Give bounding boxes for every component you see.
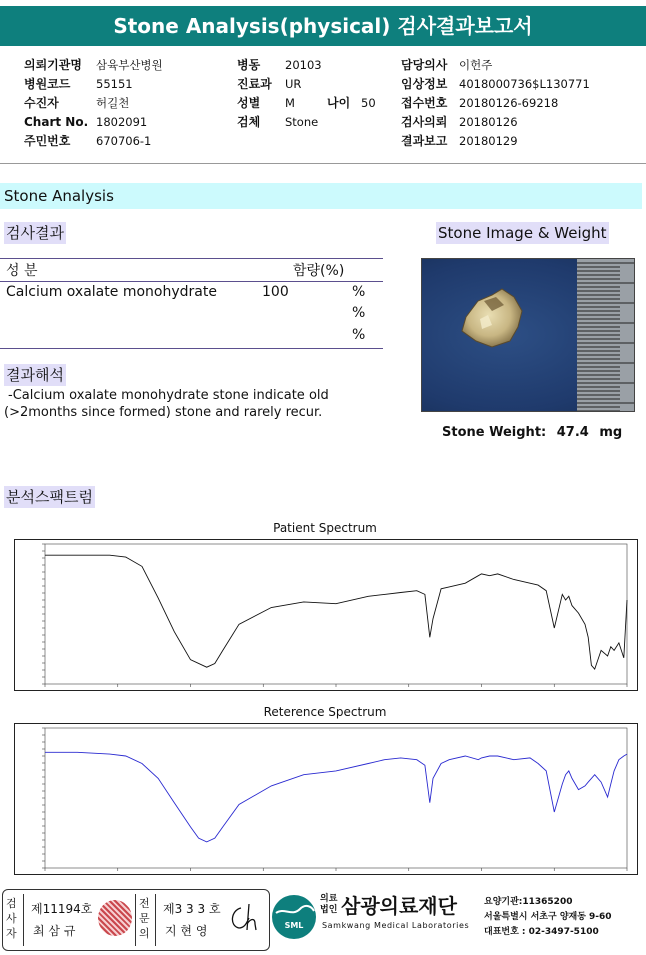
specialist-divider-left bbox=[135, 894, 136, 946]
patient-spectrum-svg bbox=[15, 540, 637, 690]
label-institution: 의뢰기관명 bbox=[24, 58, 82, 72]
logo-text: SML bbox=[284, 921, 304, 930]
signature-graphic bbox=[225, 900, 265, 936]
value-resident-no: 670706-1 bbox=[96, 134, 152, 148]
label-department: 진료과 bbox=[237, 77, 272, 91]
examiner-number: 제11194호 bbox=[31, 902, 93, 916]
patient-info-col1 bbox=[24, 54, 163, 149]
value-clinical-info: 4018000736$L130771 bbox=[459, 77, 590, 91]
value-sex: M bbox=[285, 96, 295, 110]
weight-unit: mg bbox=[599, 425, 623, 440]
org-prefix: 의료법인 bbox=[320, 894, 338, 915]
org-english: Samkwang Medical Laboratories bbox=[322, 921, 470, 930]
table-row-amount: 100 bbox=[262, 284, 289, 300]
report-title: Stone Analysis(physical) 검사결과보고서 bbox=[0, 6, 646, 46]
specialist-number: 제3 3 3 호 bbox=[163, 902, 221, 916]
reference-spectrum-svg bbox=[15, 724, 637, 874]
section-result-heading: 검사결과 bbox=[6, 224, 64, 242]
value-department: UR bbox=[285, 77, 302, 91]
specialist-vertical-label: 전문의 bbox=[139, 897, 150, 940]
value-report-date: 20180129 bbox=[459, 134, 518, 148]
specialist-name: 지 현 영 bbox=[165, 924, 208, 938]
label-report-date: 결과보고 bbox=[401, 134, 448, 148]
label-age: 나이 bbox=[327, 96, 351, 110]
label-request-date: 검사의뢰 bbox=[401, 115, 448, 129]
table-bottom-rule bbox=[0, 348, 383, 349]
org-code: 요양기관:11365200 bbox=[484, 897, 573, 907]
value-institution: 삼육부산병원 bbox=[96, 58, 163, 72]
value-hospital-code: 55151 bbox=[96, 77, 133, 91]
label-specimen: 검체 bbox=[237, 115, 261, 129]
label-ward: 병동 bbox=[237, 58, 261, 72]
col-header-component: 성 분 bbox=[6, 263, 38, 279]
label-patient: 수진자 bbox=[24, 96, 59, 110]
org-phone: 대표번호 : 02-3497-5100 bbox=[484, 927, 599, 937]
value-doctor: 이헌주 bbox=[459, 58, 493, 72]
examiner-vertical-label: 검사자 bbox=[6, 897, 17, 940]
section-spectrum-heading: 분석스팩트럼 bbox=[6, 488, 93, 506]
patient-spectrum-chart bbox=[14, 539, 638, 691]
stone-weight bbox=[442, 425, 622, 440]
section-interpretation-heading: 결과해석 bbox=[6, 366, 64, 384]
table-header-rule bbox=[0, 281, 383, 282]
weight-value: 47.4 bbox=[556, 425, 589, 440]
plot-frame bbox=[45, 544, 627, 684]
table-top-rule bbox=[0, 258, 383, 259]
value-receipt-no: 20180126-69218 bbox=[459, 96, 559, 110]
label-clinical-info: 임상정보 bbox=[401, 77, 448, 91]
col-header-amount: 함량(%) bbox=[293, 263, 345, 279]
weight-label: Stone Weight: bbox=[442, 425, 547, 440]
section-image-heading: Stone Image & Weight bbox=[438, 224, 607, 242]
header-divider bbox=[0, 163, 646, 164]
patient-info-col2 bbox=[237, 54, 376, 130]
value-specimen: Stone bbox=[285, 115, 319, 129]
patient-spectrum-title: Patient Spectrum bbox=[273, 521, 377, 535]
label-sex: 성별 bbox=[237, 96, 261, 110]
interpretation-text-1: -Calcium oxalate monohydrate stone indicate old bbox=[8, 388, 329, 403]
examiner-name: 최 삼 규 bbox=[33, 924, 76, 938]
label-receipt-no: 접수번호 bbox=[401, 96, 448, 110]
table-row-unit: % bbox=[352, 284, 366, 300]
reference-spectrum-chart bbox=[14, 723, 638, 875]
label-chart-no: Chart No. bbox=[24, 115, 89, 129]
specialist-divider bbox=[155, 894, 156, 946]
value-request-date: 20180126 bbox=[459, 115, 518, 129]
signature-box bbox=[2, 889, 270, 951]
org-name: 삼광의료재단 bbox=[341, 894, 457, 918]
label-doctor: 담당의사 bbox=[401, 58, 448, 72]
spectrum-line bbox=[45, 555, 627, 669]
examiner-divider bbox=[23, 894, 24, 946]
seal-stamp-icon bbox=[98, 900, 132, 936]
org-address: 서울특별시 서초구 양재동 9-60 bbox=[484, 912, 612, 922]
table-row-unit: % bbox=[352, 327, 366, 343]
table-row-unit: % bbox=[352, 305, 366, 321]
patient-info-col3 bbox=[401, 54, 590, 149]
value-age: 50 bbox=[361, 96, 376, 110]
sml-logo-icon bbox=[270, 893, 318, 941]
section-stone-analysis: Stone Analysis bbox=[0, 183, 642, 209]
interpretation-text-2: (>2months since formed) stone and rarely recur. bbox=[4, 405, 323, 420]
spectrum-line bbox=[45, 752, 627, 842]
table-row-component: Calcium oxalate monohydrate bbox=[6, 284, 217, 300]
value-patient: 허길천 bbox=[96, 96, 130, 110]
value-ward: 20103 bbox=[285, 58, 322, 72]
reference-spectrum-title: Reterence Spectrum bbox=[263, 705, 387, 719]
stone-photo bbox=[421, 258, 635, 412]
label-hospital-code: 병원코드 bbox=[24, 77, 71, 91]
plot-frame bbox=[45, 728, 627, 868]
value-chart-no: 1802091 bbox=[96, 115, 148, 129]
label-resident-no: 주민번호 bbox=[24, 134, 71, 148]
stone-photo-graphic bbox=[422, 259, 634, 411]
